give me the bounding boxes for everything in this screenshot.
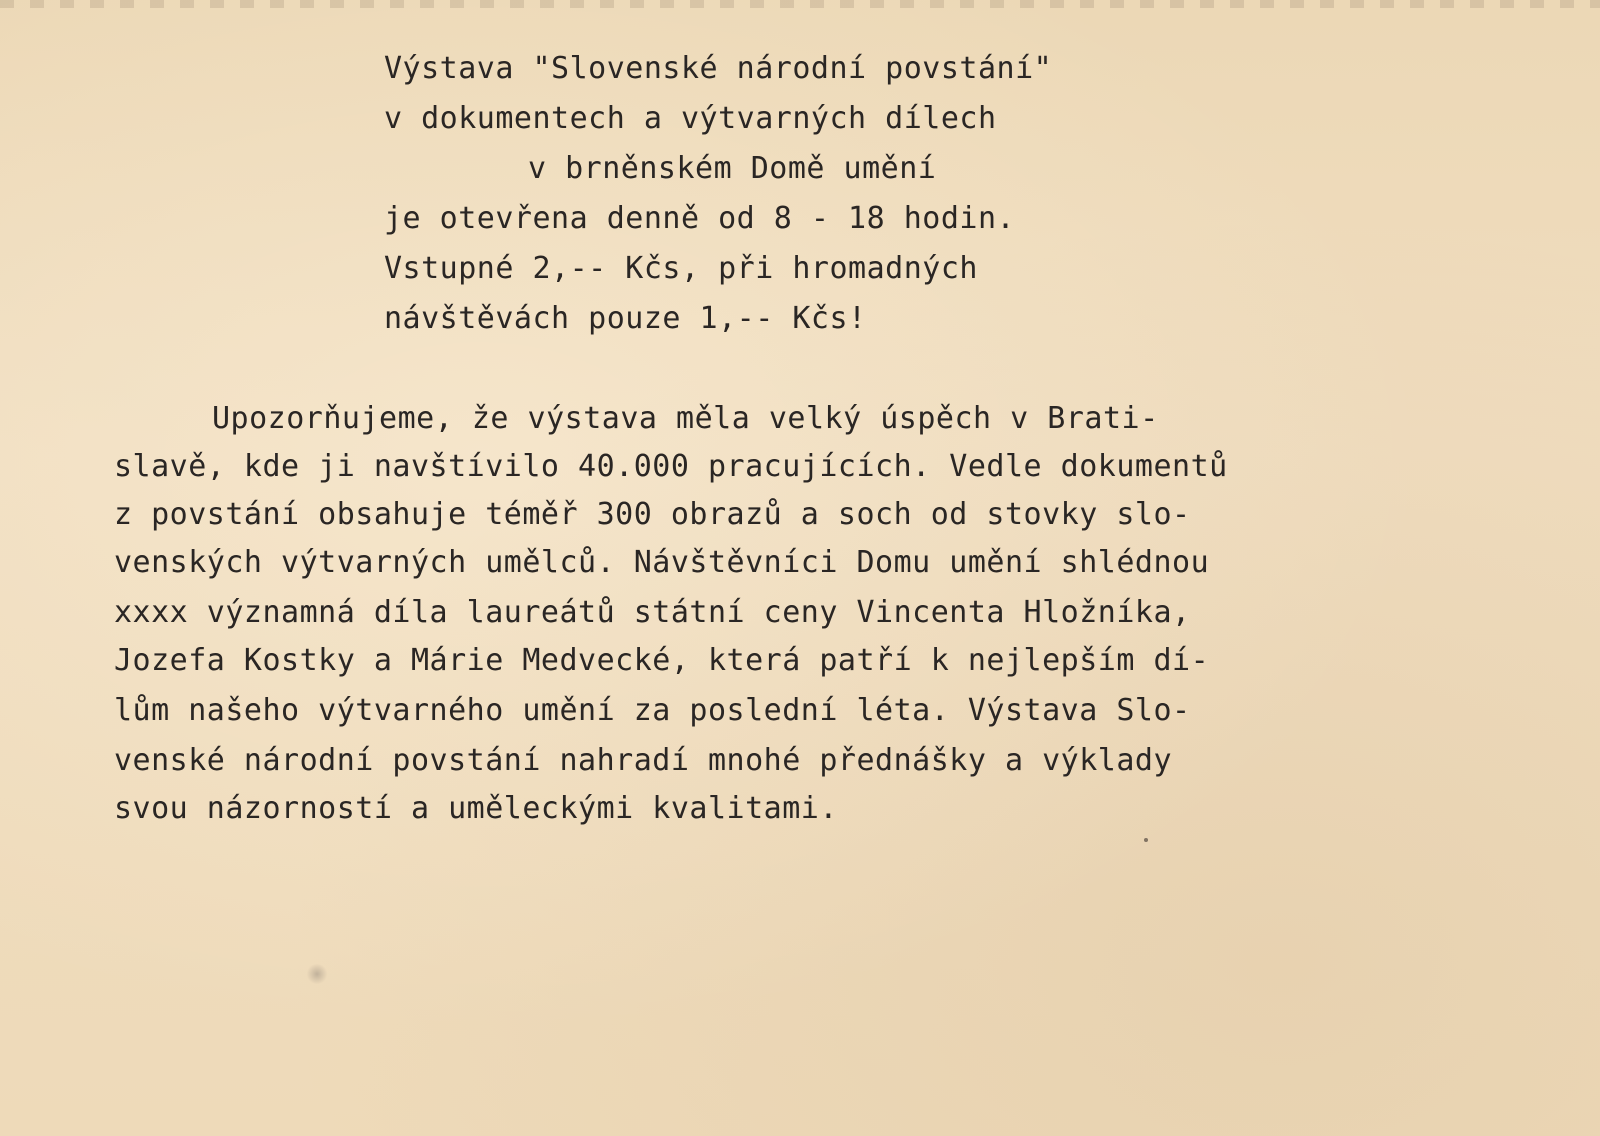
heading-line-1: Výstava "Slovenské národní povstání" <box>384 51 1053 86</box>
body-line-1: Upozorňujeme, že výstava měla velký úspěch v Brati- <box>212 401 1159 436</box>
heading-line-3: v brněnském Domě umění <box>528 151 937 186</box>
body-line-5: xxxx významná díla laureátů státní ceny Vincenta Hložníka, <box>114 595 1191 630</box>
heading-line-4: je otevřena denně od 8 - 18 hodin. <box>384 201 1016 236</box>
body-line-8: venské národní povstání nahradí mnohé přednášky a výklady <box>114 743 1173 778</box>
body-line-6: Jozefa Kostky a Márie Medvecké, která patří k nejlepším dí- <box>114 643 1210 678</box>
heading-line-6: návštěvách pouze 1,-- Kčs! <box>384 301 867 336</box>
ink-speck <box>1144 838 1148 842</box>
body-line-2: slavě, kde ji navštívilo 40.000 pracujících. Vedle dokumentů <box>114 449 1228 484</box>
body-line-9: svou názorností a uměleckými kvalitami. <box>114 791 838 826</box>
body-line-7: lům našeho výtvarného umění za poslední léta. Výstava Slo- <box>114 693 1191 728</box>
paper-top-edge <box>0 0 1600 8</box>
heading-line-5: Vstupné 2,-- Kčs, při hromadných <box>384 251 978 286</box>
body-line-3: z povstání obsahuje téměř 300 obrazů a soch od stovky slo- <box>114 497 1191 532</box>
body-line-4: venských výtvarných umělců. Návštěvníci Domu umění shlédnou <box>114 545 1210 580</box>
ink-smudge <box>306 964 328 984</box>
heading-line-2: v dokumentech a výtvarných dílech <box>384 101 997 136</box>
